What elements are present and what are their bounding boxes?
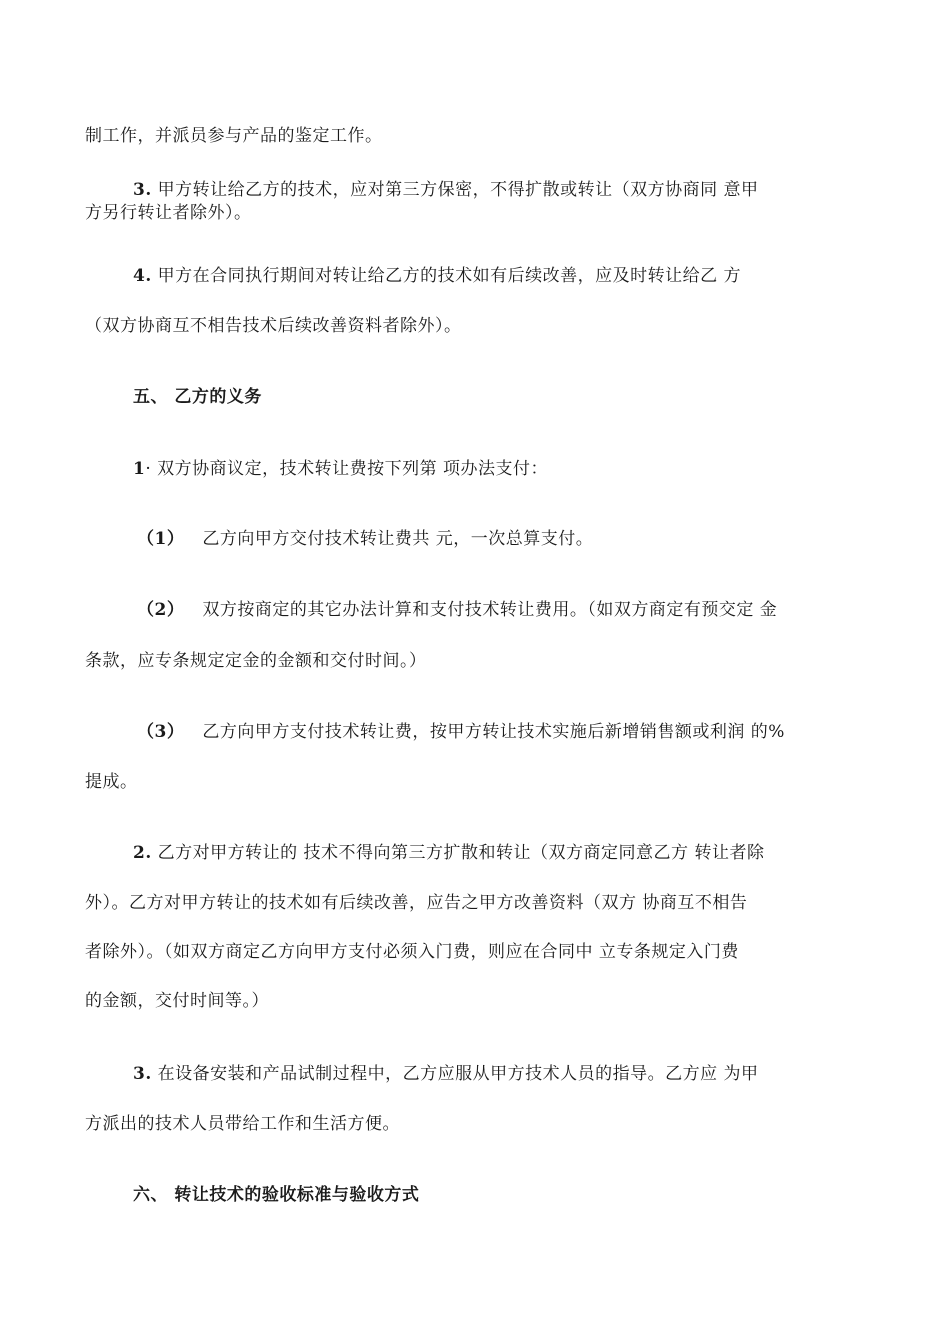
section-5-sub-3-number: （3）	[137, 722, 185, 742]
section-5-heading: 五、 乙方的义务	[133, 387, 262, 407]
section-5-item-2-line-3: 者除外）。（如双方商定乙方向甲方支付必须入门费，则应在合同中 立专条规定入门费	[85, 942, 739, 962]
section-5-item-3-line-1	[133, 1063, 759, 1085]
paragraph-continuation-line: 制工作，并派员参与产品的鉴定工作。	[85, 126, 383, 146]
section-5-item-1-text: · 双方协商议定，技术转让费按下列第 项办法支付：	[145, 459, 549, 479]
section-5-item-2-line-1	[133, 842, 764, 864]
section-5-item-3-line-2: 方派出的技术人员带给工作和生活方便。	[85, 1114, 400, 1134]
section-5-sub-2-text: 双方按商定的其它办法计算和支付技术转让费用。（如双方商定有预交定 金	[202, 600, 778, 620]
section-5-sub-3-line-1	[137, 721, 785, 743]
section-5-item-2-line-4: 的金额，交付时间等。）	[85, 991, 269, 1011]
section-5-sub-1-text: 乙方向甲方交付技术转让费共 元，一次总算支付。	[202, 529, 594, 549]
section-5-item-2-line-2: 外）。乙方对甲方转让的技术如有后续改善，应告之甲方改善资料（双方 协商互不相告	[85, 893, 748, 913]
section-6-heading: 六、 转让技术的验收标准与验收方式	[133, 1185, 420, 1205]
clause-3-line-2: 方另行转让者除外）。	[85, 203, 252, 223]
section-5-item-1-number: 1	[133, 459, 146, 479]
section-5-item-1	[133, 458, 548, 480]
clause-4-line-2: （双方协商互不相告技术后续改善资料者除外）。	[85, 316, 462, 336]
section-5-sub-3-text: 乙方向甲方支付技术转让费，按甲方转让技术实施后新增销售额或利润 的%	[202, 722, 785, 742]
section-5-sub-2-line-2: 条款，应专条规定定金的金额和交付时间。）	[85, 651, 427, 671]
section-5-sub-3-line-2: 提成。	[85, 772, 138, 792]
section-5-sub-1	[137, 528, 593, 550]
section-5-item-2-text: 乙方对甲方转让的 技术不得向第三方扩散和转让（双方商定同意乙方 转让者除	[157, 843, 765, 863]
section-5-item-3-text: 在设备安装和产品试制过程中，乙方应服从甲方技术人员的指导。乙方应 为甲	[157, 1064, 759, 1084]
clause-3-text: 甲方转让给乙方的技术，应对第三方保密，不得扩散或转让（双方协商同 意甲	[157, 180, 759, 200]
section-5-item-2-number: 2.	[133, 843, 152, 863]
clause-4-line-1	[133, 265, 741, 287]
section-5-sub-2-number: （2）	[137, 600, 185, 620]
clause-4-text: 甲方在合同执行期间对转让给乙方的技术如有后续改善，应及时转让给乙 方	[157, 266, 742, 286]
section-5-item-3-number: 3.	[133, 1064, 152, 1084]
section-5-sub-2-line-1	[137, 599, 777, 621]
clause-4-number: 4.	[133, 266, 152, 286]
clause-3-line-1	[133, 179, 759, 201]
section-5-sub-1-number: （1）	[137, 529, 185, 549]
clause-3-number: 3.	[133, 180, 152, 200]
